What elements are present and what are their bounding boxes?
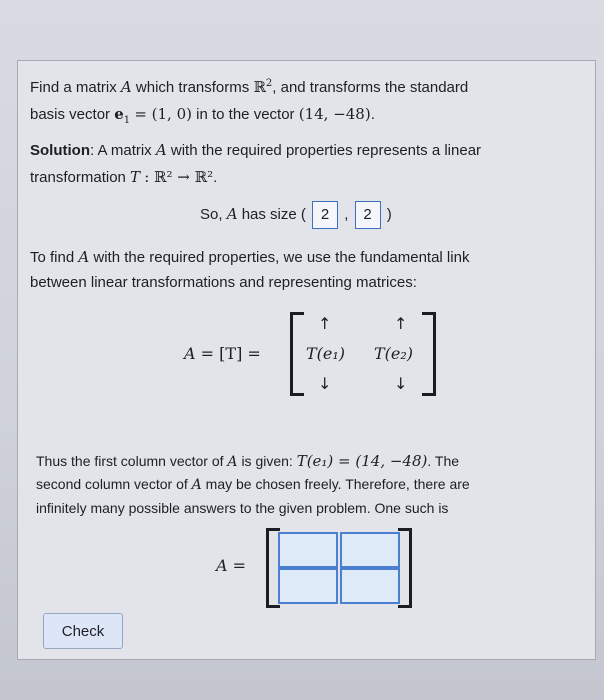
answer-right-bracket [398, 528, 412, 608]
basis-vector: e [114, 105, 124, 123]
transformation-matrix: [T] [219, 344, 243, 363]
answer-cell-22[interactable] [340, 568, 400, 604]
link-text: To find [30, 249, 75, 266]
basis-value: = (1, 0) [134, 105, 192, 123]
solution-label: Solution [30, 142, 90, 159]
solution-text: transformation [30, 169, 126, 186]
equals-sign: = [200, 344, 215, 363]
solution-text: : A matrix [90, 142, 152, 159]
size-close: ) [386, 205, 392, 223]
real-space: ℝ [253, 78, 266, 96]
subscript: 1 [123, 115, 131, 126]
rows-input[interactable]: 2 [312, 201, 338, 229]
cols-input[interactable]: 2 [355, 201, 381, 229]
conclusion-text: may be chosen freely. Therefore, there are [205, 476, 470, 492]
left-bracket [290, 312, 304, 396]
matrix-var: A [191, 477, 202, 493]
equals-sign: = [247, 344, 261, 363]
solution-line-1 [30, 141, 481, 159]
answer-lhs: A = [216, 556, 247, 575]
problem-text: in to the vector [196, 106, 295, 123]
matrix-var: A [78, 248, 90, 266]
up-arrow-icon: ↑ [318, 314, 332, 333]
problem-text: which transforms [135, 79, 250, 96]
answer-cell-21[interactable] [278, 568, 338, 604]
size-separator: , [344, 205, 349, 223]
mapping: : ℝ² → ℝ² [144, 168, 214, 186]
conclusion-line-1 [36, 452, 459, 470]
answer-cell-11[interactable] [278, 532, 338, 568]
column-1: T(e₁) [306, 344, 346, 363]
matrix-var: A [155, 141, 167, 159]
matrix-eq-lhs [184, 344, 261, 363]
matrix-var: A [184, 344, 196, 363]
problem-text: Find a matrix [30, 79, 117, 96]
right-bracket [422, 312, 436, 396]
conclusion-text: Thus the first column vector of [36, 453, 224, 469]
problem-line-1 [30, 78, 468, 96]
down-arrow-icon: ↓ [394, 374, 408, 393]
conclusion-text: second column vector of [36, 476, 188, 492]
solution-text: with the required properties represents a linear [170, 142, 482, 159]
size-line [200, 201, 392, 229]
first-column-value: T(e₁) = (14, −48) [296, 452, 428, 470]
conclusion-text: . The [427, 453, 460, 469]
size-text: has size ( [241, 205, 306, 223]
solution-line-2 [30, 168, 217, 186]
link-text: with the required properties, we use the fundamental link [93, 249, 470, 266]
column-2: T(e₂) [374, 344, 414, 363]
check-button[interactable]: Check [43, 613, 123, 649]
link-line-1 [30, 248, 469, 266]
conclusion-text: is given: [241, 453, 293, 469]
conclusion-line-2 [36, 476, 470, 493]
period: . [213, 169, 218, 186]
conclusion-line-3 [36, 500, 448, 516]
problem-text: basis vector [30, 106, 111, 123]
matrix-var: A [226, 204, 238, 223]
transformation-var: T [130, 168, 141, 186]
link-line-2 [30, 274, 417, 291]
answer-cell-12[interactable] [340, 532, 400, 568]
matrix-var: A [120, 78, 132, 96]
problem-line-2 [30, 105, 375, 126]
matrix-var: A [227, 454, 238, 470]
conclusion-text: infinitely many possible answers to the given problem. One such is [36, 500, 449, 516]
problem-text: , and transforms the standard [272, 79, 469, 96]
up-arrow-icon: ↑ [394, 314, 408, 333]
period: . [370, 106, 375, 123]
size-prefix: So, [200, 205, 223, 223]
down-arrow-icon: ↓ [318, 374, 332, 393]
target-vector: (14, −48) [298, 105, 371, 123]
link-text: between linear transformations and representing matrices: [30, 274, 417, 291]
exponent: 2 [265, 78, 273, 89]
